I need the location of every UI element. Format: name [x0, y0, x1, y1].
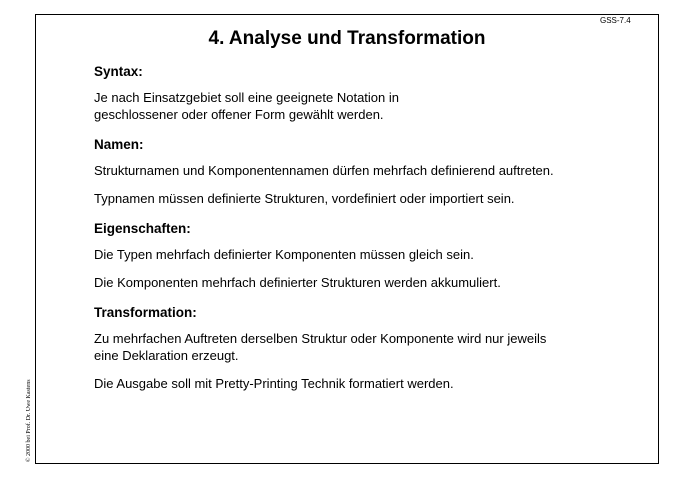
- section-namen: [94, 136, 634, 207]
- copyright-note: © 2000 bei Prof. Dr. Uwe Kastens: [26, 379, 32, 462]
- page-title: 4. Analyse und Transformation: [208, 28, 486, 49]
- slide-id: GSS-7.4: [600, 16, 631, 25]
- section-paragraph: Typnamen müssen definierte Strukturen, vordefiniert oder importiert sein.: [94, 191, 515, 206]
- section-transformation: [94, 304, 634, 392]
- section-syntax: [94, 63, 634, 123]
- section-heading: Namen:: [94, 137, 144, 152]
- section-paragraph: Zu mehrfachen Auftreten derselben Struktur oder Komponente wird nur jeweils eine Deklaration erzeugt.: [94, 331, 547, 363]
- section-heading: Transformation:: [94, 305, 197, 320]
- section-paragraph: Die Komponenten mehrfach definierter Strukturen werden akkumuliert.: [94, 275, 501, 290]
- slide-content: [94, 63, 634, 392]
- section-heading: Eigenschaften:: [94, 221, 191, 236]
- section-heading: Syntax:: [94, 64, 143, 79]
- section-paragraph: Die Typen mehrfach definierter Komponenten müssen gleich sein.: [94, 247, 474, 262]
- section-eigenschaften: [94, 220, 634, 291]
- section-paragraph: Strukturnamen und Komponentennamen dürfen mehrfach definierend auftreten.: [94, 163, 554, 178]
- section-paragraph: Je nach Einsatzgebiet soll eine geeignete Notation in geschlossener oder offener Form gewählt werden.: [94, 90, 399, 122]
- section-paragraph: Die Ausgabe soll mit Pretty-Printing Technik formatiert werden.: [94, 376, 454, 391]
